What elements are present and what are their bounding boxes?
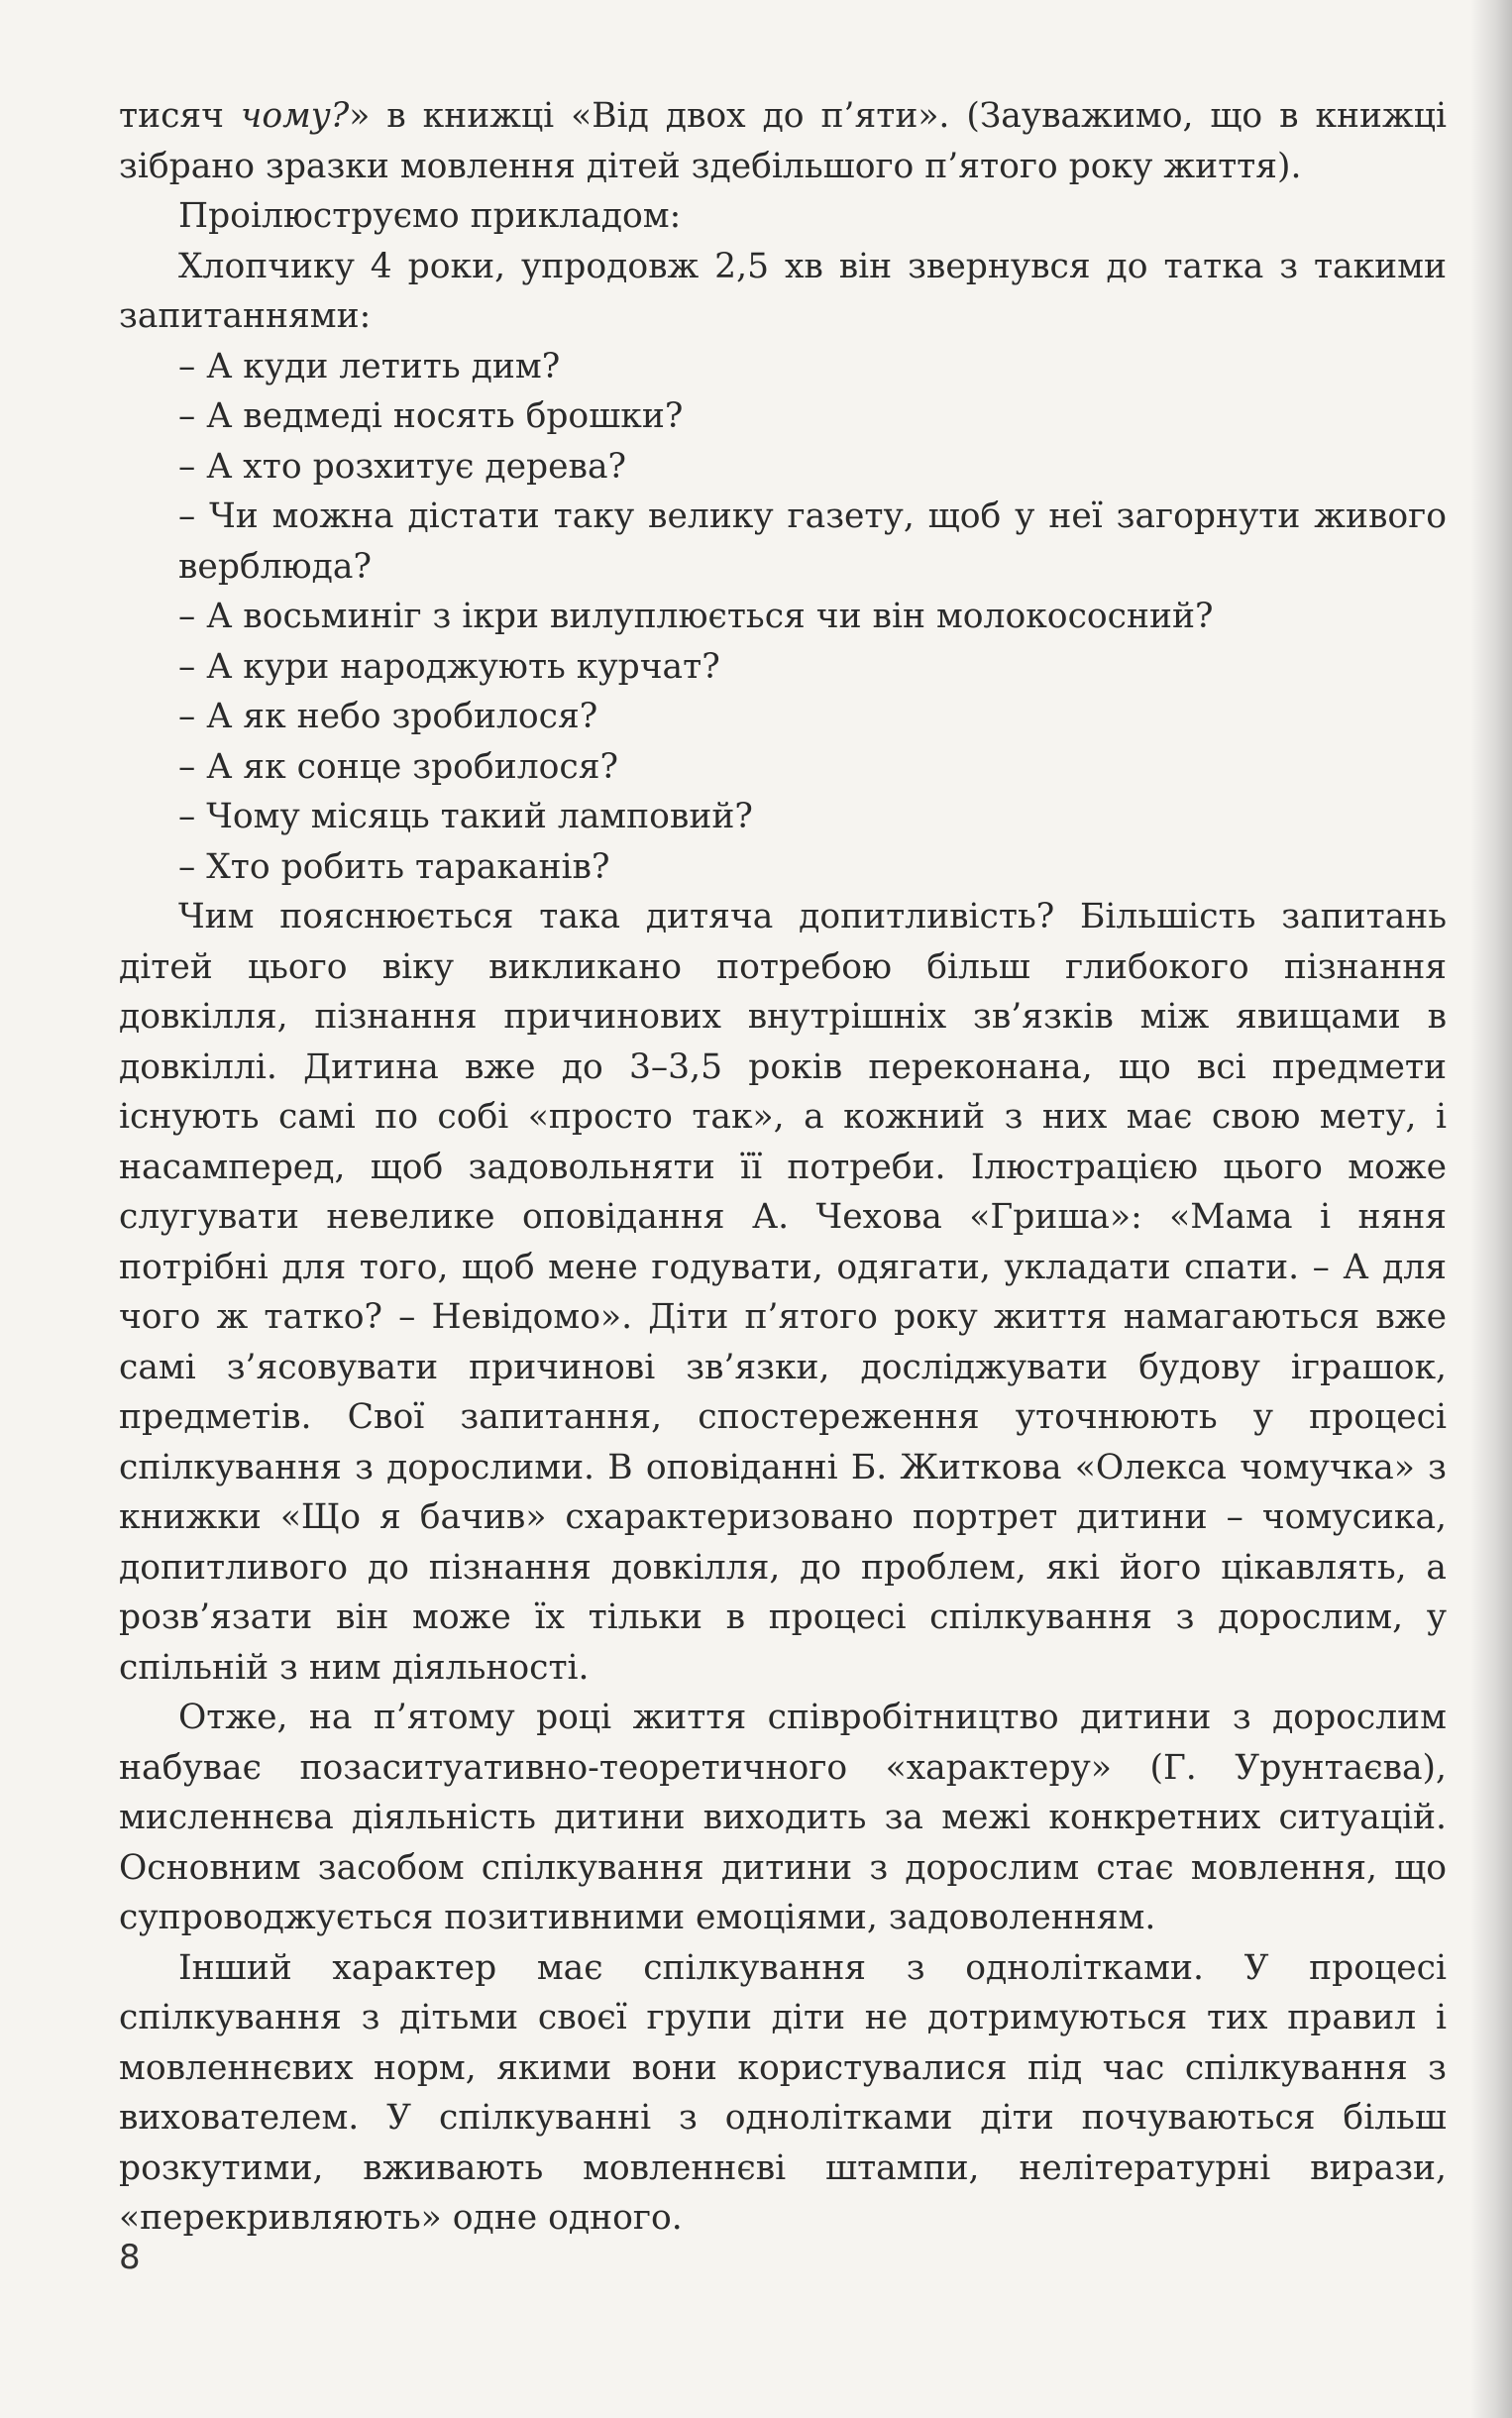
page-number: 8: [119, 2238, 141, 2277]
italic-word: чому?: [240, 96, 350, 136]
paragraph: Отже, на п’ятому році життя співробітництво дитини з дорослим набуває позаситуативно-теоретичного «характеру» (Г. Урунтаєва), мисленнєва діяльність дитини виходить за межі конкретних ситуацій. Основним засобом спілкування дитини з дорослим стає мовлення, що супроводжується позитивними емоціями, задоволенням.: [119, 1698, 1447, 1937]
dialog-question: – Чому місяць такий ламповий?: [178, 797, 753, 836]
paragraph-continuation: [119, 91, 1447, 191]
body-text: [119, 91, 1447, 2244]
dialog-question: – А як сонце зробилося?: [178, 746, 618, 787]
dialog-question: – А восьминіг з ікри вилуплюється чи він молокососний?: [178, 597, 1214, 636]
dialog-question: – Чи можна дістати таку велику газету, щоб у неї загорнути живого верблюда?: [178, 496, 1447, 587]
dialog-question: – А куди летить дим?: [178, 346, 561, 386]
paragraph: Хлопчику 4 роки, упродовж 2,5 хв він звернувся до татка з такими запитаннями:: [119, 246, 1447, 336]
paragraph: Інший характер має спілкування з однолітками. У процесі спілкування з дітьми своєї групи діти не дотримуються тих правил і мовленнєвих норм, якими вони користувалися під час спілкування з вихователем. У спілкуванні з однолітками діти почуваються більш розкутими, вживають мовленнєві штампи, нелітературні вирази, «перекривляють» одне одного.: [119, 1947, 1447, 2238]
paragraph: Чим пояснюється така дитяча допитливість? Більшість запитань дітей цього віку викликано потребою більш глибокого пізнання довкілля, пізнання причинових внутрішніх зв’язків між явищами в довкіллі. Дитина вже до 3–3,5 років переконана, що всі предмети існують самі по собі «просто так», а кожний з них має свою мету, і насамперед, щоб задовольняти її потреби. Ілюстрацією цього може слугувати невелике оповідання А. Чехова «Гриша»: «Мама і няня потрібні для того, щоб мене годувати, одягати, укладати спати. – А для чого ж татко? – Невідомо». Діти п’ятого року життя намагаються вже самі з’ясовувати причинові зв’язки, досліджувати будову іграшок, предметів. Свої запитання, спостереження уточнюють у процесі спілкування з дорослими. В оповіданні Б. Житкова «Олекса чомучка» з книжки «Що я бачив» схарактеризовано портрет дитини – чомусика, допитливого до пізнання довкілля, до проблем, які його цікавлять, а розв’язати він може їх тільки в процесі спілкування з дорослим, у спільній з ним діяльності.: [119, 897, 1447, 1688]
text-run: тисяч: [119, 96, 241, 136]
dialog-question: – А кури народжують курчат?: [178, 646, 720, 687]
dialog-question: – Хто робить тараканів?: [178, 846, 610, 887]
paragraph: Проілюструємо прикладом:: [178, 196, 682, 236]
page-edge-shadow: [1470, 0, 1512, 2418]
dialog-question: – А ведмеді носять брошки?: [178, 396, 684, 436]
dialog-question: – А як небо зробилося?: [178, 697, 598, 736]
dialog-question: – А хто розхитує дерева?: [178, 446, 627, 487]
text-run: » в книжці «Від двох до п’яти». (Зауважимо, що в книжці зібрано зразки мовлення дітей здебільшого п’ятого року життя).: [119, 96, 1447, 186]
